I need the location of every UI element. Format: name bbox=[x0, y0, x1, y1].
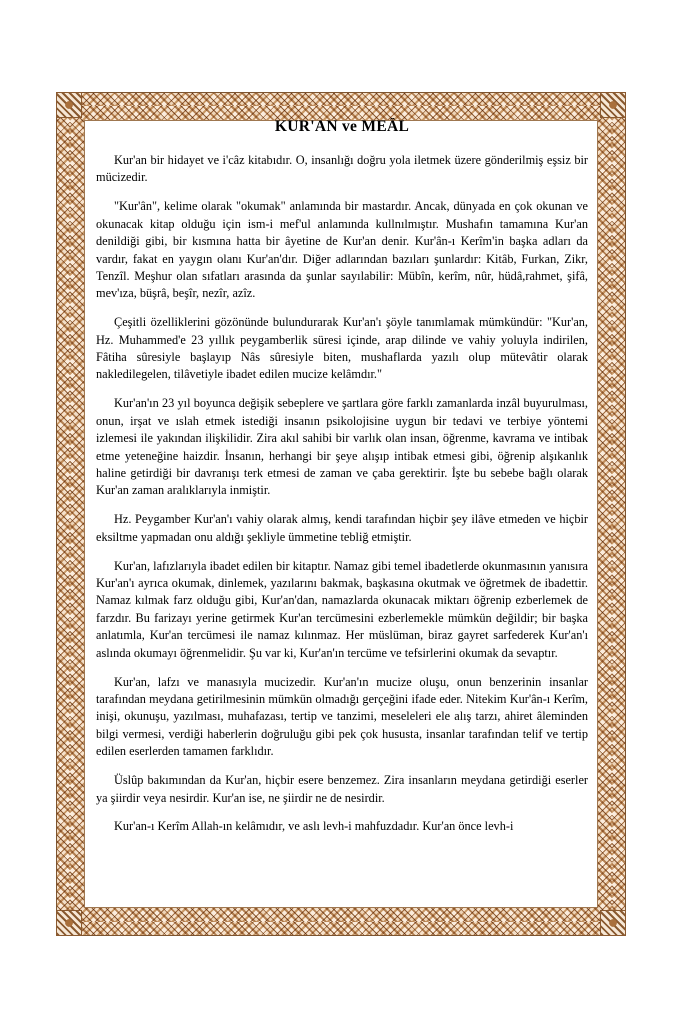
paragraph: Kur'an'ın 23 yıl boyunca değişik sebeplere ve şartlara göre farklı zamanlarda inzâl buyurulması, onun, irşat ve ıslah etmek istediği insanın psikolojisine uygun bir tedavi ve terbiye yöntemi izlemesi ile yakından ilişkilidir. Zira akıl sahibi bir varlık olan insan, öğrenme, kavrama ve intibak etme yeteneğine haizdir. İnsanın, herhangi bir şeye alışıp intibak etmesi gibi, öğrenip alşıkanlık haline getirdiği bir davranışı terk etmesi de zaman ve çaba gerektirir. İşte bu sebebe bağlı olarak Kur'an zaman aralıklarıyla inmiştir. bbox=[96, 396, 588, 498]
paragraph: Üslûp bakımından da Kur'an, hiçbir esere benzemez. Zira insanların meydana getirdiği eserler ya şiirdir veya nesirdir. Kur'an ise, ne şiirdir ne de nesirdir. bbox=[96, 773, 588, 805]
ornament-corner-top-right bbox=[600, 92, 626, 118]
paragraph: Kur'an, lafzı ve manasıyla mucizedir. Kur'an'ın mucize oluşu, onun benzerinin insanlar tarafından meydana getirilmesinin mümkün olmadığı gerçeğini ifade eder. Nitekim Kur'ân-ı Kerîm, inişi, okunuşu, yazılması, muhafazası, tertip ve tanzimi, meseleleri ele alış tarzı, ahiret âleminden bilgi vermesi, verdiği haberlerin doğruluğu gibi pek çok hususta, insanlar tarafından telif ve tertip edilen eserlerden tamamen farklıdır. bbox=[96, 674, 588, 759]
ornament-corner-bottom-left bbox=[56, 910, 82, 936]
page-title: KUR'AN ve MEÂL bbox=[274, 118, 410, 135]
ornament-corner-bottom-right bbox=[600, 910, 626, 936]
paragraph: Kur'an, lafızlarıyla ibadet edilen bir kitaptır. Namaz gibi temel ibadetlerde okunmasının yanısıra Kur'an'ı ayrıca okumak, dinlemek, yazılarını bakmak, başkasına okutmak ve öğretmek de ibadettir. Namaz kılmak farz olduğu gibi, Kur'an'dan, namazlarda okunacak miktarı öğrenip ezberlemek de farzdır. Bu farizayı yerine getirmek Kur'an tercümesini ezberlemekle mümkün değildir; bir başka anlatımla, Kur'an tercümesi ile namaz kılınmaz. Her müslüman, biraz gayret sarfederek Kur'an'ı aslında okumayı öğrenmelidir. Şu var ki, Kur'an'ın tercüme ve tefsirlerini okumak da sevaptır. bbox=[96, 558, 588, 660]
ornament-corner-top-left bbox=[56, 92, 82, 118]
paragraph: Hz. Peygamber Kur'an'ı vahiy olarak almış, kendi tarafından hiçbir şey ilâve etmeden ve hiçbir eksiltme yapmadan onu aldığı şekliyle ümmetine tebliğ etmiştir. bbox=[96, 512, 588, 544]
paragraph: Kur'an-ı Kerîm Allah-ın kelâmıdır, ve aslı levh-i mahfuzdadır. Kur'an önce levh-i bbox=[114, 819, 514, 834]
paragraph: Çeşitli özelliklerini gözönünde bulundurarak Kur'an'ı şöyle tanımlamak mümkündür: "Kur'an, Hz. Muhammed'e 23 yıllık peygamberlik süresi içinde, arap dilinde ve vahiy yoluyla indirilen, Fâtiha sûresiyle başlayıp Nâs sûresiyle biten, mushaflarda yazılı olup mütevâtir olarak nakledilegelen, tilâvetiyle ibadet edilen mucize kelâmdır." bbox=[96, 315, 588, 382]
paragraph: Kur'an bir hidayet ve i'câz kitabıdır. O, insanlığı doğru yola iletmek üzere gönderilmiş eşsiz bir mücizedir. bbox=[96, 153, 588, 185]
paragraph: "Kur'ân", kelime olarak "okumak" anlamında bir mastardır. Ancak, dünyada en çok okunan ve okunacak kitap olduğu için ism-i mef'ul anlamında kullnılmıştır. Mushafın tamamına Kur'an denildiği gibi, bir kısmına hatta bir âyetine de Kur'an denir. Kur'ân-ı Kerîm'in başka adları da vardır, fakat en yaygın olanı Kur'an'dır. Diğer adlarından bazıları şunlardır: Kitâb, Furkan, Zikr, Tenzîl. Meşhur olan sıfatları arasında da şunlar sayılabilir: Mübîn, kerîm, nûr, hüdâ,rahmet, şifâ, mev'ıza, büşrâ, beşîr, nezîr, azîz. bbox=[96, 199, 588, 301]
document-text-area bbox=[96, 118, 588, 908]
